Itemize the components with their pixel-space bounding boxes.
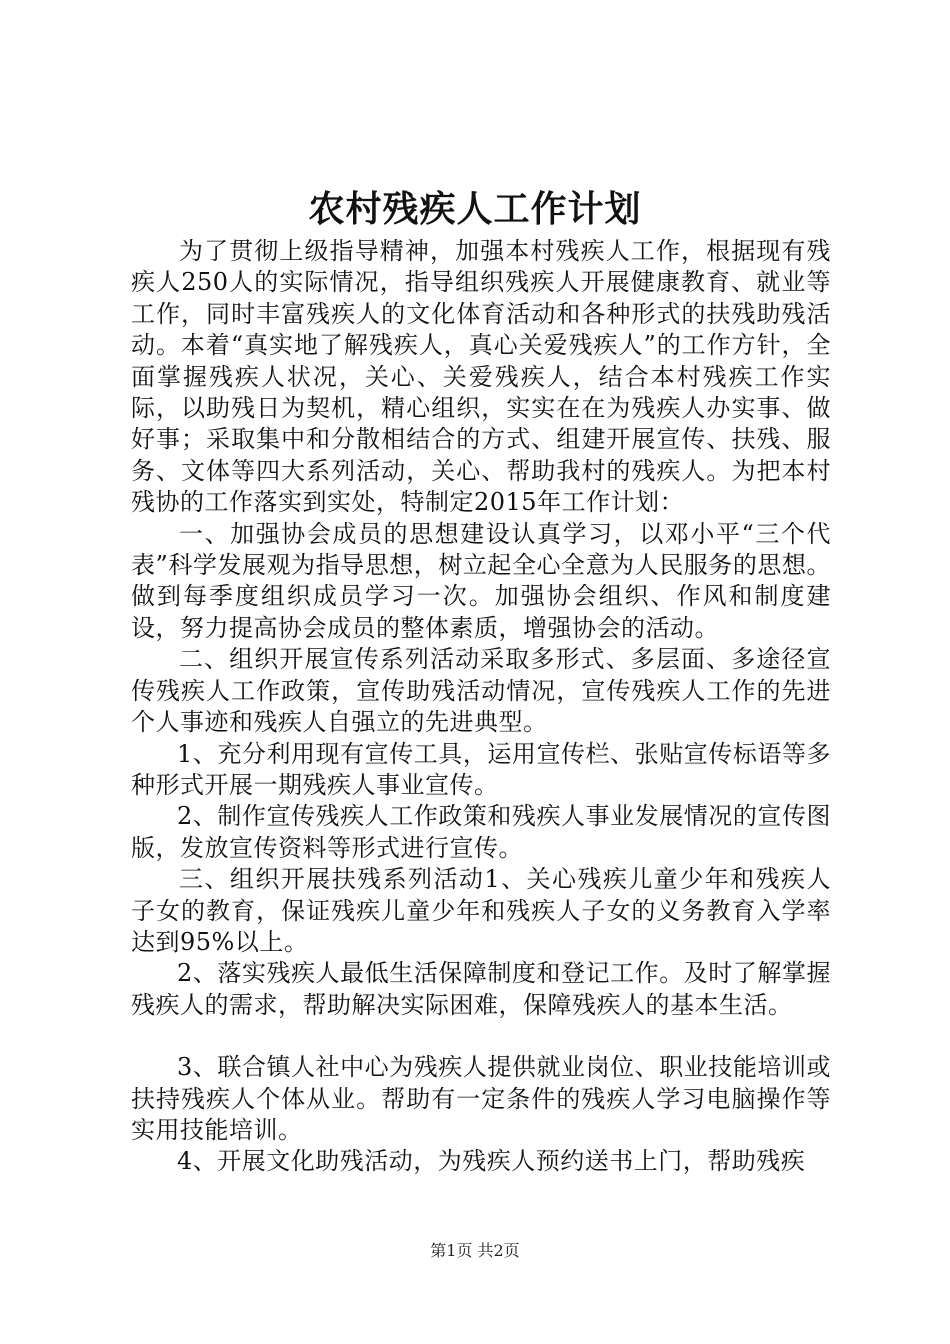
paragraph-intro: 为了贯彻上级指导精神，加强本村残疾人工作，根据现有残疾人250人的实际情况，指导组织残疾人开展健康教育、就业等工作，同时丰富残疾人的文化体育活动和各种形式的扶残助残活动。本着“真实地了解残疾人，真心关爱残疾人”的工作方针，全面掌握残疾人状况，关心、关爱残疾人，结合本村残疾工作实际，以助残日为契机，精心组织，实实在在为残疾人办实事、做好事；采取集中和分散相结合的方式、组建开展宣传、扶残、服务、文体等四大系列活动，关心、帮助我村的残疾人。为把本村残协的工作落实到实处，特制定2015年工作计划： <box>131 237 831 517</box>
page-number: 第1页 共2页 <box>430 1241 520 1260</box>
paragraph-section-3: 三、组织开展扶残系列活动1、关心残疾儿童少年和残疾人子女的教育，保证残疾儿童少年和残疾人子女的义务教育入学率达到95%以上。 <box>131 865 831 956</box>
blank-line <box>131 1021 831 1052</box>
paragraph-item-3-4: 4、开展文化助残活动，为残疾人预约送书上门，帮助残疾 <box>177 1147 806 1176</box>
paragraph-item-2-1: 1、充分利用现有宣传工具，运用宣传栏、张贴宣传标语等多种形式开展一期残疾人事业宣传。 <box>131 739 831 799</box>
document-title: 农村残疾人工作计划 <box>308 188 642 230</box>
paragraph-item-3-3: 3、联合镇人社中心为残疾人提供就业岗位、职业技能培训或扶持残疾人个体从业。帮助有一定条件的残疾人学习电脑操作等实用技能培训。 <box>131 1053 831 1144</box>
paragraph-item-2-2: 2、制作宣传残疾人工作政策和残疾人事业发展情况的宣传图版，发放宣传资料等形式进行宣传。 <box>131 802 831 862</box>
paragraph-section-2: 二、组织开展宣传系列活动采取多形式、多层面、多途径宣传残疾人工作政策，宣传助残活动情况，宣传残疾人工作的先进个人事迹和残疾人自强立的先进典型。 <box>131 645 831 737</box>
paragraph-item-3-2: 2、落实残疾人最低生活保障制度和登记工作。及时了解掌握残疾人的需求，帮助解决实际困难，保障残疾人的基本生活。 <box>131 959 831 1019</box>
paragraph-section-1: 一、加强协会成员的思想建设认真学习，以邓小平“三个代表”科学发展观为指导思想，树立起全心全意为人民服务的思想。做到每季度组织成员学习一次。加强协会组织、作风和制度建设，努力提高协会成员的整体素质，增强协会的活动。 <box>131 519 831 642</box>
document-body <box>131 236 831 1178</box>
